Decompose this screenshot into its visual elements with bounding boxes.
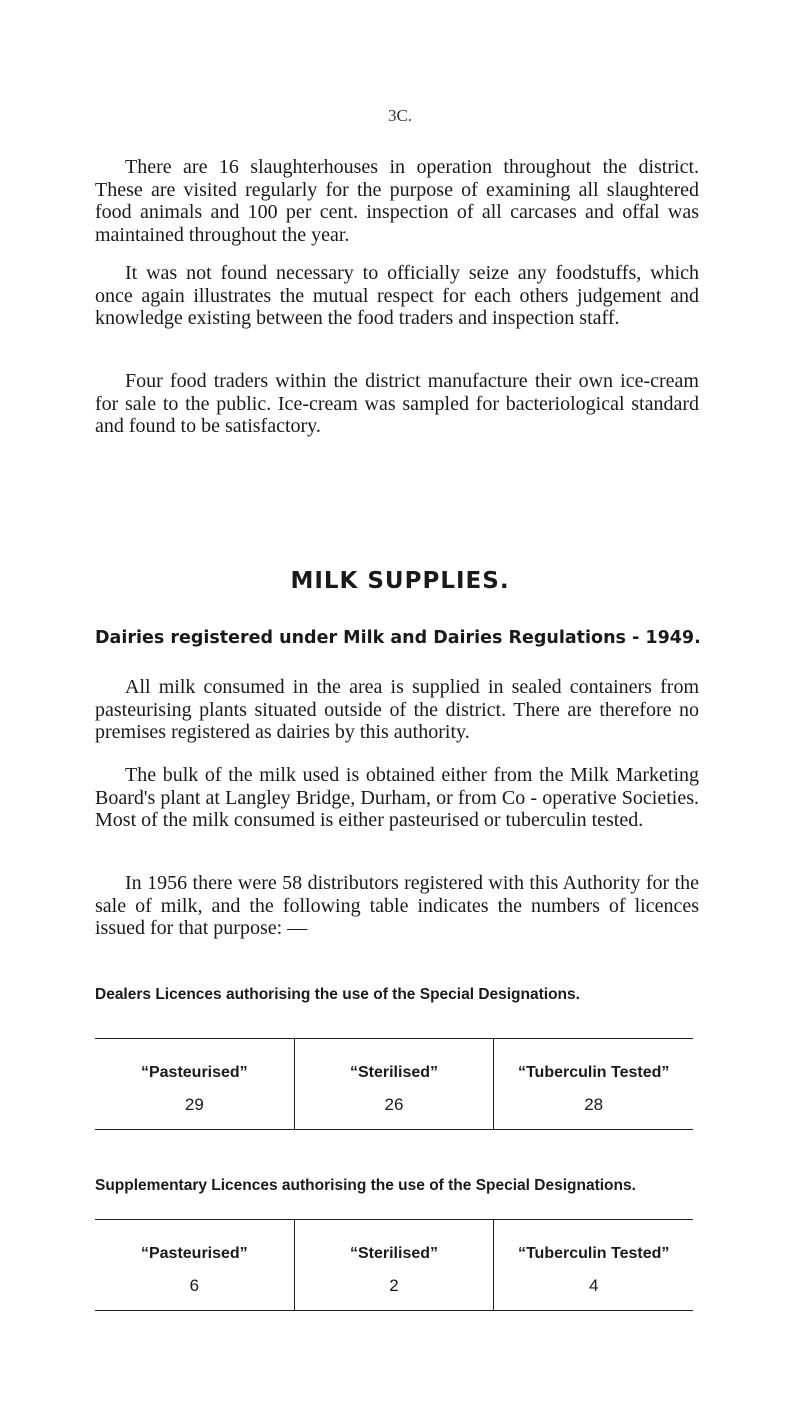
dealers-table: [95, 1038, 693, 1130]
section-heading: MILK SUPPLIES.: [290, 568, 510, 594]
column-header: “Sterilised”: [349, 1245, 439, 1262]
paragraph-distributors: In 1956 there were 58 distributors registered with this Authority for the sale of milk, and the following table indicates the numbers of licences issued for that purpose: —: [95, 872, 699, 940]
column-header: “Pasteurised”: [140, 1064, 248, 1081]
supplementary-col-sterilised: [294, 1220, 494, 1310]
paragraph-milk-supply: All milk consumed in the area is supplied in sealed containers from pasteurising plants situated outside of the district. There are therefore no premises registered as dairies by this authority.: [95, 676, 699, 744]
subheading: Dairies registered under Milk and Dairies Regulations - 1949.: [95, 628, 701, 648]
column-value: 26: [384, 1095, 404, 1114]
page-number: 3С.: [387, 106, 413, 125]
column-value: 28: [584, 1095, 604, 1114]
supplementary-col-tuberculin: [493, 1220, 693, 1310]
column-value: 29: [184, 1095, 204, 1114]
column-header: “Tuberculin Tested”: [517, 1245, 670, 1262]
dealers-table-caption: Dealers Licences authorising the use of the Special Designations.: [95, 986, 580, 1003]
column-header: “Pasteurised”: [140, 1245, 248, 1262]
paragraph-ice-cream: Four food traders within the district manufacture their own ice-cream for sale to the public. Ice-cream was sampled for bacteriological standard and found to be satisfactory.: [95, 370, 699, 438]
column-header: “Tuberculin Tested”: [517, 1064, 670, 1081]
dealers-col-pasteurised: [95, 1039, 294, 1129]
column-value: 6: [189, 1276, 200, 1295]
supplementary-table: [95, 1219, 693, 1311]
dealers-col-tuberculin: [493, 1039, 693, 1129]
column-value: 2: [389, 1276, 399, 1295]
supplementary-col-pasteurised: [95, 1220, 294, 1310]
supplementary-table-caption: Supplementary Licences authorising the use of the Special Designations.: [95, 1177, 636, 1194]
paragraph-milk-sources: The bulk of the milk used is obtained either from the Milk Marketing Board's plant at Langley Bridge, Durham, or from Co - operative Societies. Most of the milk consumed is either pasteurised or tuberculin tested.: [95, 764, 699, 832]
paragraph-slaughterhouses: There are 16 slaughterhouses in operation throughout the district. These are visited regularly for the purpose of examining all slaughtered food animals and 100 per cent. inspection of all carcases and offal was maintained throughout the year.: [95, 156, 699, 246]
dealers-col-sterilised: [294, 1039, 494, 1129]
column-value: 4: [588, 1276, 599, 1295]
paragraph-foodstuffs: It was not found necessary to officially seize any foodstuffs, which once again illustrates the mutual respect for each others judgement and knowledge existing between the food traders and inspection staff.: [95, 262, 699, 330]
column-header: “Sterilised”: [349, 1064, 439, 1081]
